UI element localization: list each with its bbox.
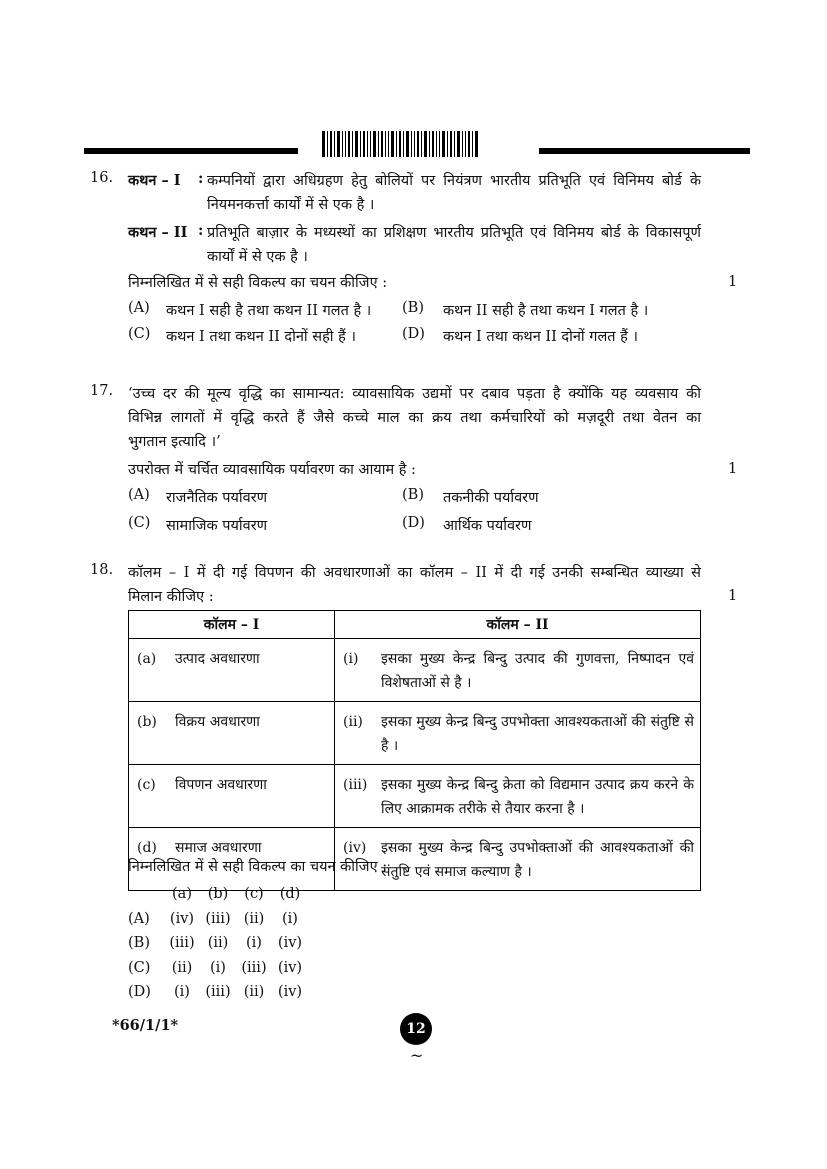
table-row	[129, 639, 701, 702]
answer-option-value: (iv)	[277, 935, 303, 952]
row-a-label: (a)	[137, 651, 157, 667]
header-rule-left	[84, 148, 298, 154]
answer-option-label: (B)	[128, 935, 150, 952]
q16-number: 16.	[90, 170, 114, 186]
answer-option-row	[128, 931, 308, 956]
answer-header-b: (b)	[207, 886, 229, 903]
q17-line1: ‘उच्च दर की मूल्य वृद्धि का सामान्यत: व्यावसायिक उद्यमों पर दबाव पड़ता है क्योंकि यह व्यवसाय की	[128, 386, 701, 402]
q17-option-B-text: तकनीकी पर्यावरण	[443, 490, 539, 506]
answer-header-row	[128, 882, 308, 907]
q16-marks: 1	[728, 274, 738, 290]
row-c-concept: विपणन अवधारणा	[175, 777, 267, 793]
q16-option-C-label: (C)	[128, 326, 151, 342]
row-iv-explanation: इसका मुख्य केन्द्र बिन्दु उपभोक्ताओं की आवश्यकताओं की संतुष्टि एवं समाज कल्याण है ।	[381, 840, 694, 880]
q16-option-C-text: कथन I तथा कथन II दोनों सही हैं ।	[166, 329, 356, 345]
q17-option-C-text: सामाजिक पर्यावरण	[166, 518, 268, 534]
footer-tilde: ~	[410, 1046, 424, 1065]
q16-instruction: निम्नलिखित में से सही विकल्प का चयन कीजिए :	[128, 275, 388, 291]
row-iii-explanation: इसका मुख्य केन्द्र बिन्दु क्रेता को विद्यमान उत्पाद क्रय करने के लिए आक्रामक तरीके से तैयार करना है ।	[381, 777, 694, 817]
answer-option-value: (i)	[210, 959, 226, 976]
answer-option-value: (iii)	[241, 959, 267, 976]
table-row	[129, 702, 701, 765]
answer-option-value: (iv)	[277, 984, 303, 1001]
answer-option-value: (iii)	[205, 984, 231, 1001]
row-ii-explanation: इसका मुख्य केन्द्र बिन्दु उपभोक्ता आवश्यकताओं की संतुष्टि से है ।	[381, 714, 694, 754]
row-i-label: (i)	[343, 651, 359, 667]
q18-line2: मिलान कीजिए :	[128, 589, 214, 605]
answer-option-row	[128, 907, 308, 932]
q16-statement2-line2: कार्यों में से एक है ।	[207, 249, 308, 265]
answer-option-value: (iii)	[205, 910, 231, 927]
table-header-row	[129, 611, 701, 639]
q17-number: 17.	[90, 383, 114, 399]
q18-number: 18.	[90, 562, 114, 578]
row-i-explanation: इसका मुख्य केन्द्र बिन्दु उत्पाद की गुणवत्ता, निष्पादन एवं विशेषताओं से है ।	[381, 651, 694, 691]
q16-statement2-colon: :	[198, 222, 204, 239]
answer-option-value: (iv)	[169, 910, 195, 927]
q18-answer-grid	[128, 882, 308, 1005]
row-d-concept: समाज अवधारणा	[175, 840, 262, 856]
row-b-concept: विक्रय अवधारणा	[175, 714, 260, 730]
q17-option-A-text: राजनैतिक पर्यावरण	[166, 490, 268, 506]
header-rule-right	[539, 148, 750, 154]
page-number-badge: 12	[400, 1013, 432, 1045]
q16-option-D-text: कथन I तथा कथन II दोनों गलत हैं ।	[443, 329, 638, 345]
row-iii-label: (iii)	[343, 777, 368, 793]
q16-option-A-label: (A)	[128, 300, 150, 316]
paper-code: *66/1/1*	[112, 1017, 179, 1034]
q17-option-D-text: आर्थिक पर्यावरण	[443, 518, 532, 534]
q17-option-B-label: (B)	[402, 487, 424, 503]
answer-header-c: (c)	[244, 886, 264, 903]
q17-line2: विभिन्न लागतों में वृद्धि करते हैं जैसे कच्चे माल का क्रय तथा कर्मचारियों को मज़दूरी तथा वेतन का	[128, 410, 701, 426]
match-table	[128, 610, 701, 891]
q16-option-B-text: कथन II सही है तथा कथन I गलत है ।	[443, 303, 649, 319]
q17-line3: भुगतान इत्यादि ।’	[128, 434, 221, 450]
answer-option-row	[128, 980, 308, 1005]
answer-option-value: (i)	[282, 910, 298, 927]
answer-option-value: (i)	[174, 984, 190, 1001]
q16-statement2-line1: प्रतिभूति बाज़ार के मध्यस्थों का प्रशिक्षण भारतीय प्रतिभूति एवं विनिमय बोर्ड के विकासपूर्ण	[207, 225, 701, 241]
answer-option-label: (C)	[128, 959, 151, 976]
q17-option-D-label: (D)	[402, 515, 425, 531]
answer-header-a: (a)	[172, 886, 192, 903]
q16-statement1-label: कथन – I	[128, 172, 181, 189]
answer-option-label: (D)	[128, 984, 151, 1001]
answer-option-value: (iii)	[169, 935, 195, 952]
answer-header-d: (d)	[279, 886, 301, 903]
answer-option-value: (ii)	[171, 959, 193, 976]
q16-statement1-colon: :	[198, 170, 204, 187]
column1-header: कॉलम – I	[129, 611, 335, 639]
row-b-label: (b)	[137, 714, 157, 730]
column2-header: कॉलम – II	[335, 611, 701, 639]
answer-option-value: (ii)	[207, 935, 229, 952]
q16-statement1-line1: कम्पनियों द्वारा अधिग्रहण हेतु बोलियों पर नियंत्रण भारतीय प्रतिभूति एवं विनिमय बोर्ड के	[207, 173, 701, 189]
answer-option-value: (iv)	[277, 959, 303, 976]
answer-option-value: (ii)	[243, 910, 265, 927]
barcode-icon	[322, 131, 506, 157]
q18-line1: कॉलम – I में दी गई विपणन की अवधारणाओं का कॉलम – II में दी गई उनकी सम्बन्धित व्याख्या से	[128, 565, 701, 581]
answer-option-label: (A)	[128, 910, 150, 927]
q16-statement1-line2: नियमनकर्त्ता कार्यों में से एक है ।	[207, 197, 375, 213]
answer-option-row	[128, 956, 308, 981]
row-d-label: (d)	[137, 840, 157, 856]
answer-option-value: (ii)	[243, 984, 265, 1001]
row-c-label: (c)	[137, 777, 156, 793]
q17-instruction: उपरोक्त में चर्चित व्यावसायिक पर्यावरण का आयाम है :	[128, 462, 416, 478]
q16-option-D-label: (D)	[402, 326, 425, 342]
q17-option-C-label: (C)	[128, 515, 151, 531]
q18-marks: 1	[728, 588, 738, 604]
row-ii-label: (ii)	[343, 714, 363, 730]
q17-option-A-label: (A)	[128, 487, 150, 503]
q16-option-A-text: कथन I सही है तथा कथन II गलत है ।	[166, 303, 372, 319]
q16-statement2-label: कथन – II	[128, 224, 188, 241]
q16-option-B-label: (B)	[402, 300, 424, 316]
row-iv-label: (iv)	[343, 840, 367, 856]
row-a-concept: उत्पाद अवधारणा	[175, 651, 260, 667]
q17-marks: 1	[728, 461, 738, 477]
q18-instruction: निम्नलिखित में से सही विकल्प का चयन कीजिए :	[128, 859, 388, 875]
answer-option-value: (i)	[246, 935, 262, 952]
table-row	[129, 765, 701, 828]
